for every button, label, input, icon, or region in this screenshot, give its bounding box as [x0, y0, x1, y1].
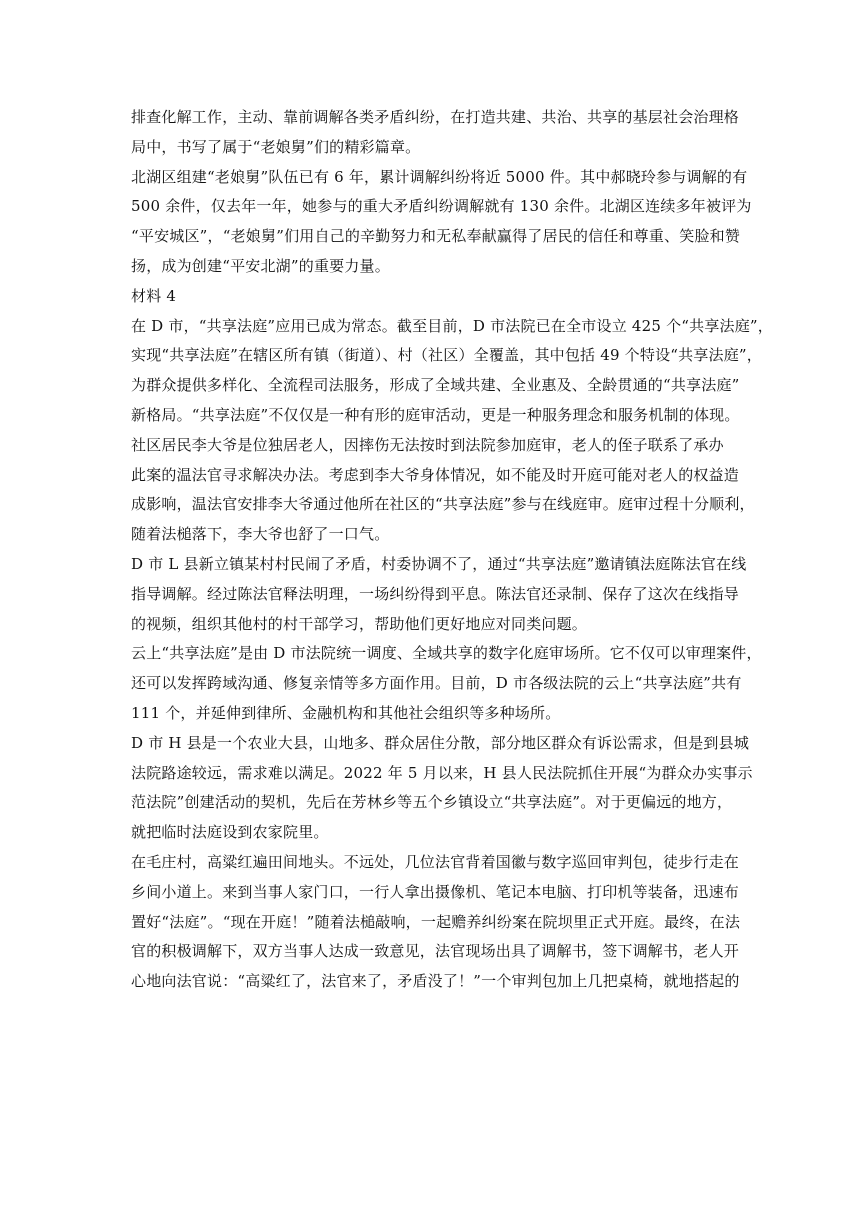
text-line: 置好“法庭”。“现在开庭！”随着法槌敲响，一起赡养纠纷案在院坝里正式开庭。最终，在法 — [131, 912, 741, 931]
text-line: 在毛庄村，高粱红遍田间地头。不远处，几位法官背着国徽与数字巡回审判包，徒步行走在 — [131, 852, 740, 871]
text-line: 还可以发挥跨域沟通、修复亲情等多方面作用。目前，D 市各级法院的云上“共享法庭”共有 — [131, 674, 742, 693]
text-line: 500 余件，仅去年一年，她参与的重大矛盾纠纷调解就有 130 余件。北湖区连续多年被评为 — [131, 197, 752, 216]
text-line: 111 个，并延伸到律所、金融机构和其他社会组织等多种场所。 — [131, 703, 561, 722]
text-line: 在 D 市，“共享法庭”应用已成为常态。截至目前，D 市法院已在全市设立 425 个“共享法庭”， — [131, 316, 774, 335]
text-line: 扬，成为创建“平安北湖”的重要力量。 — [131, 256, 390, 275]
text-line: 官的积极调解下，双方当事人达成一致意见，法官现场出具了调解书，签下调解书，老人开 — [131, 942, 740, 961]
text-line: 新格局。“共享法庭”不仅仅是一种有形的庭审活动，更是一种服务理念和服务机制的体现。 — [131, 405, 740, 424]
text-line: 北湖区组建“老娘舅”队伍已有 6 年，累计调解纠纷将近 5000 件。其中郝晓玲参与调解的有 — [131, 167, 748, 186]
text-line: 乡间小道上。来到当事人家门口，一行人拿出摄像机、笔记本电脑、打印机等装备，迅速布 — [131, 882, 740, 901]
section-heading: 材料 4 — [131, 286, 177, 305]
text-line: 社区居民李大爷是位独居老人，因摔伤无法按时到法院参加庭审，老人的侄子联系了承办 — [131, 435, 724, 454]
text-line: 局中，书写了属于“老娘舅”们的精彩篇章。 — [131, 137, 421, 156]
text-line: 的视频，组织其他村的村干部学习，帮助他们更好地应对同类问题。 — [131, 614, 588, 633]
text-line: D 市 L 县新立镇某村村民闹了矛盾，村委协调不了，通过“共享法庭”邀请镇法庭陈法官在线 — [131, 554, 747, 573]
text-line: 就把临时法庭设到农家院里。 — [131, 823, 329, 842]
text-line: 法院路途较远，需求难以满足。2022 年 5 月以来，H 县人民法院抓住开展“为群众办实事示 — [131, 763, 753, 782]
text-line: 云上“共享法庭”是由 D 市法院统一调度、全域共享的数字化庭审场所。它不仅可以审理案件， — [131, 644, 762, 663]
text-line: 排查化解工作，主动、靠前调解各类矛盾纠纷，在打造共建、共治、共享的基层社会治理格 — [131, 108, 740, 126]
text-line: 实现“共享法庭”在辖区所有镇（街道）、村（社区）全覆盖，其中包括 49 个特设“共享法庭”， — [131, 346, 763, 365]
text-line: “平安城区”，“老娘舅”们用自己的辛勤努力和无私奉献赢得了居民的信任和尊重、笑脸和赞 — [131, 227, 741, 246]
text-line: 为群众提供多样化、全流程司法服务，形成了全域共建、全业惠及、全龄贯通的“共享法庭” — [131, 376, 740, 395]
text-line: 指导调解。经过陈法官释法明理，一场纠纷得到平息。陈法官还录制、保存了这次在线指导 — [131, 584, 740, 603]
text-line: 成影响，温法官安排李大爷通过他所在社区的“共享法庭”参与在线庭审。庭审过程十分顺利， — [131, 495, 755, 514]
text-line: 随着法槌落下，李大爷也舒了一口气。 — [131, 525, 390, 544]
document-body — [131, 103, 811, 997]
text-line: 心地向法官说：“高粱红了，法官来了，矛盾没了！”一个审判包加上几把桌椅，就地搭起的 — [131, 972, 740, 991]
text-line: 此案的温法官寻求解决办法。考虑到李大爷身体情况，如不能及时开庭可能对老人的权益造 — [131, 465, 740, 484]
text-line: D 市 H 县是一个农业大县，山地多、群众居住分散，部分地区群众有诉讼需求，但是到县城 — [131, 733, 750, 752]
text-line: 范法院”创建活动的契机，先后在芳林乡等五个乡镇设立“共享法庭”。对于更偏远的地方， — [131, 793, 733, 812]
